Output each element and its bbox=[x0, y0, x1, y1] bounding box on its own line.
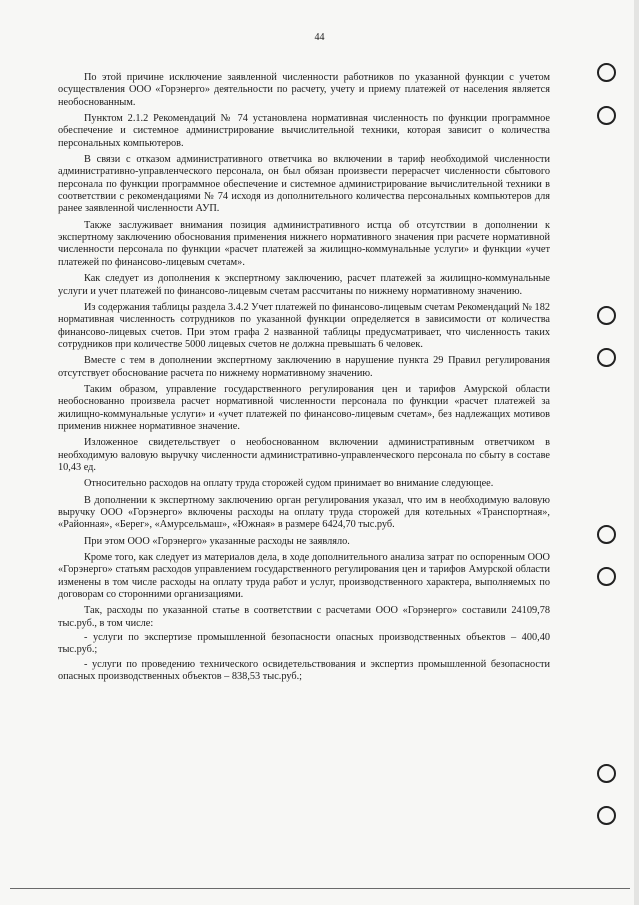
list-item: - услуги по проведению технического освидетельствования и экспертиз промышленной безопасности опасных производственных объектов – 838,53 тыс.руб.; bbox=[58, 658, 550, 683]
paragraph: По этой причине исключение заявленной численности работников по указанной функции с учетом осуществления ООО «Горэнерго» деятельности по расчету, учету и приему платежей от населения является необоснованным. bbox=[58, 72, 550, 108]
paragraph: Из содержания таблицы раздела 3.4.2 Учет платежей по финансово-лицевым счетам Рекомендаций № 182 нормативная численность сотрудников по указанной функции определяется в зависимости от количества финансово-лицевых счетов. При этом графа 2 названной таблицы предусматривает, что численность таких сотрудников при количестве 5000 лицевых счетов не должна превышать 6 человек. bbox=[58, 301, 550, 350]
paragraph: Так, расходы по указанной статье в соответствии с расчетами ООО «Горэнерго» составили 24109,78 тыс.руб., в том числе: bbox=[58, 605, 550, 629]
paragraph: Кроме того, как следует из материалов дела, в ходе дополнительного анализа затрат по оспоренным ООО «Горэнерго» статьям расходов управлением государственного регулирования цен и тарифов Амурской области изменены в том числе расходы на оплату труда работ и услуг, производственного характера, выполняемых по договорам со сторонними организациями. bbox=[58, 552, 550, 601]
punch-hole-icon bbox=[597, 306, 616, 325]
binding-edge bbox=[634, 0, 639, 905]
scan-edge-line bbox=[10, 888, 630, 889]
punch-hole-icon bbox=[597, 764, 616, 783]
punch-hole-icon bbox=[597, 806, 616, 825]
paragraph: Также заслуживает внимания позиция административного истца об отсутствии в дополнении к экспертному заключению обоснования применения нижнего нормативного значения при расчете нормативной численности персонала по функции «расчет платежей за жилищно-коммунальные услуги» и функции «учет платежей по финансово-лицевым счетам». bbox=[58, 219, 550, 268]
paragraph: Таким образом, управление государственного регулирования цен и тарифов Амурской области необоснованно произвела расчет нормативной численности персонала по функции «расчет платежей за жилищно-коммунальные услуги» и «учет платежей по финансово-лицевым счетам», без надлежащих мотивов применив нижнее нормативное значение. bbox=[58, 383, 550, 432]
punch-hole-icon bbox=[597, 567, 616, 586]
punch-hole-icon bbox=[597, 63, 616, 82]
paragraph: В связи с отказом административного ответчика во включении в тариф необходимой численности административно-управленческого персонала, он был обязан произвести перерасчет численности сбытового персонала по функции программное обеспечение и системное администрирование вычислительной техники в соответствии с рекомендациями № 74 исходя из дополнительного количества персональных компьютеров для ранее заявленной численности АУП. bbox=[58, 154, 550, 215]
paragraph: Изложенное свидетельствует о необоснованном включении административным ответчиком в необходимую валовую выручку численности административно-управленческого персонала по сбыту в составе 10,43 ед. bbox=[58, 437, 550, 473]
paragraph: Вместе с тем в дополнении экспертному заключению в нарушение пункта 29 Правил регулирования отсутствует обоснование расчета по нижнему нормативному значению. bbox=[58, 355, 550, 379]
page-number: 44 bbox=[314, 32, 325, 43]
paragraph: Пунктом 2.1.2 Рекомендаций № 74 установлена нормативная численность по функции программное обеспечение и системное администрирование вычислительной техники, которая зависит о количества персональных компьютеров. bbox=[58, 113, 550, 149]
list-item: - услуги по экспертизе промышленной безопасности опасных производственных объектов – 400,40 тыс.руб.; bbox=[58, 632, 550, 656]
paragraph: При этом ООО «Горэнерго» указанные расходы не заявляло. bbox=[84, 535, 350, 547]
paragraph: Как следует из дополнения к экспертному заключению, расчет платежей за жилищно-коммунальные услуги и учет платежей по финансово-лицевым счетам рассчитаны по нижнему нормативному значению. bbox=[58, 273, 550, 297]
paragraph: В дополнении к экспертному заключению орган регулирования указал, что им в необходимую валовую выручку ООО «Горэнерго» включены расходы на оплату труда сторожей для котельных «Транспортная», «Районная», «Берег», «Амурсельмаш», «Южная» в размере 6424,70 тыс.руб. bbox=[58, 494, 550, 531]
punch-hole-icon bbox=[597, 525, 616, 544]
punch-hole-icon bbox=[597, 348, 616, 367]
punch-hole-icon bbox=[597, 106, 616, 125]
document-body bbox=[58, 72, 550, 683]
paragraph: Относительно расходов на оплату труда сторожей судом принимает во внимание следующее. bbox=[84, 478, 494, 490]
